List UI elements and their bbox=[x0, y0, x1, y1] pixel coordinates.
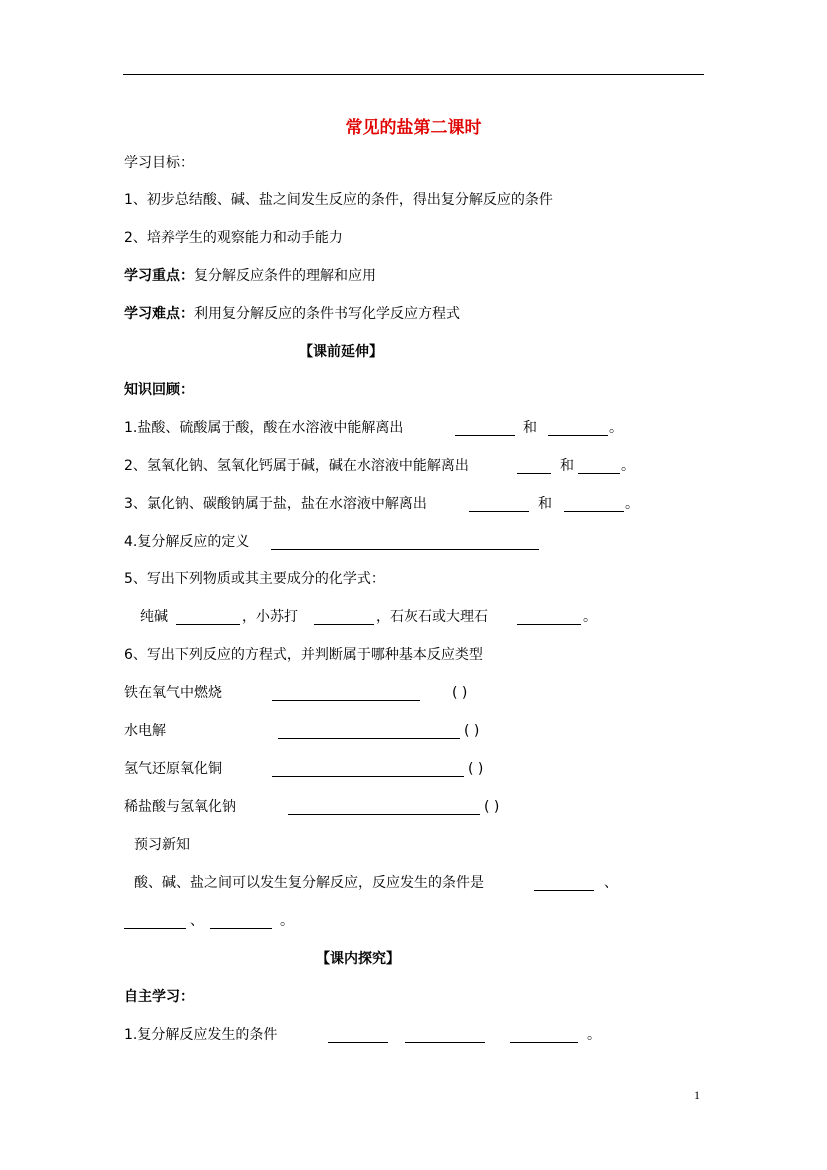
q3-blank-2[interactable] bbox=[564, 511, 624, 512]
s1-blank-1[interactable] bbox=[328, 1042, 388, 1043]
page-title: 常见的盐第二课时 bbox=[345, 118, 482, 138]
difficulty-text: 利用复分解反应的条件书写化学反应方程式 bbox=[194, 306, 460, 322]
preview-end: 。 bbox=[280, 913, 294, 929]
reaction-name: 氢气还原氧化铜 bbox=[124, 761, 222, 777]
q5-text: 5、写出下列物质或其主要成分的化学式： bbox=[124, 571, 385, 587]
q2-end: 。 bbox=[621, 458, 635, 474]
reaction-type-paren: ( ) bbox=[452, 685, 468, 701]
objective-2: 2、培养学生的观察能力和动手能力 bbox=[124, 230, 343, 246]
s1-text: 1.复分解反应发生的条件 bbox=[124, 1027, 278, 1043]
reaction-type-paren: ( ) bbox=[484, 799, 500, 815]
key-point bbox=[124, 267, 376, 285]
preview-blank-2[interactable] bbox=[124, 928, 186, 929]
preview-label: 预习新知 bbox=[134, 837, 190, 853]
preview-sep-2: 、 bbox=[190, 913, 204, 929]
reaction-name: 铁在氧气中燃烧 bbox=[124, 685, 222, 701]
reaction-name: 稀盐酸与氢氧化钠 bbox=[124, 799, 236, 815]
q5-item-2: ，小苏打 bbox=[242, 609, 298, 625]
q4-blank[interactable] bbox=[271, 549, 539, 550]
reaction-equation-blank[interactable] bbox=[272, 776, 464, 777]
section-in-heading: 【课内探究】 bbox=[316, 951, 400, 967]
q5-blank-3[interactable] bbox=[517, 624, 581, 625]
q5-item-1: 纯碱 bbox=[140, 609, 168, 625]
self-study-label: 自主学习： bbox=[124, 989, 194, 1005]
s1-blank-3[interactable] bbox=[510, 1042, 578, 1043]
review-label: 知识回顾： bbox=[124, 382, 194, 398]
q5-blank-2[interactable] bbox=[314, 624, 374, 625]
q6-text: 6、写出下列反应的方程式，并判断属于哪种基本反应类型 bbox=[124, 647, 483, 663]
q4-text: 4.复分解反应的定义 bbox=[124, 534, 250, 550]
reaction-equation-blank[interactable] bbox=[278, 738, 460, 739]
q2-and: 和 bbox=[560, 458, 574, 474]
q1-blank-1[interactable] bbox=[455, 435, 515, 436]
q3-end: 。 bbox=[625, 496, 639, 512]
preview-blank-1[interactable] bbox=[534, 890, 594, 891]
q3-text: 3、氯化钠、碳酸钠属于盐，盐在水溶液中解离出 bbox=[124, 496, 427, 512]
q3-and: 和 bbox=[538, 496, 552, 512]
s1-end: 。 bbox=[587, 1027, 601, 1043]
q1-and: 和 bbox=[523, 420, 537, 436]
q2-blank-2[interactable] bbox=[578, 473, 620, 474]
reaction-type-paren: ( ) bbox=[468, 761, 484, 777]
q5-end: 。 bbox=[583, 609, 597, 625]
section-pre-heading: 【课前延伸】 bbox=[299, 344, 383, 360]
q5-blank-1[interactable] bbox=[176, 624, 240, 625]
q3-blank-1[interactable] bbox=[469, 511, 529, 512]
reaction-name: 水电解 bbox=[124, 723, 166, 739]
q2-blank-1[interactable] bbox=[517, 473, 551, 474]
difficulty bbox=[124, 305, 460, 323]
q5-item-3: ，石灰石或大理石 bbox=[376, 609, 488, 625]
objectives-label: 学习目标： bbox=[124, 155, 194, 171]
reaction-equation-blank[interactable] bbox=[272, 700, 420, 701]
preview-text: 酸、碱、盐之间可以发生复分解反应，反应发生的条件是 bbox=[134, 875, 484, 891]
key-point-label: 学习重点： bbox=[124, 268, 194, 284]
q2-text: 2、氢氧化钠、氢氧化钙属于碱，碱在水溶液中能解离出 bbox=[124, 458, 469, 474]
q1-blank-2[interactable] bbox=[548, 435, 608, 436]
q1-text: 1.盐酸、硫酸属于酸，酸在水溶液中能解离出 bbox=[124, 420, 404, 436]
key-point-text: 复分解反应条件的理解和应用 bbox=[194, 268, 376, 284]
preview-sep-1: 、 bbox=[604, 875, 618, 891]
objective-1: 1、初步总结酸、碱、盐之间发生反应的条件，得出复分解反应的条件 bbox=[124, 192, 553, 208]
header-rule bbox=[123, 74, 704, 75]
reaction-type-paren: ( ) bbox=[464, 723, 480, 739]
reaction-equation-blank[interactable] bbox=[288, 814, 480, 815]
q1-end: 。 bbox=[609, 420, 623, 436]
difficulty-label: 学习难点： bbox=[124, 306, 194, 322]
s1-blank-2[interactable] bbox=[405, 1042, 485, 1043]
page-number: 1 bbox=[694, 1088, 700, 1102]
preview-blank-3[interactable] bbox=[210, 928, 272, 929]
